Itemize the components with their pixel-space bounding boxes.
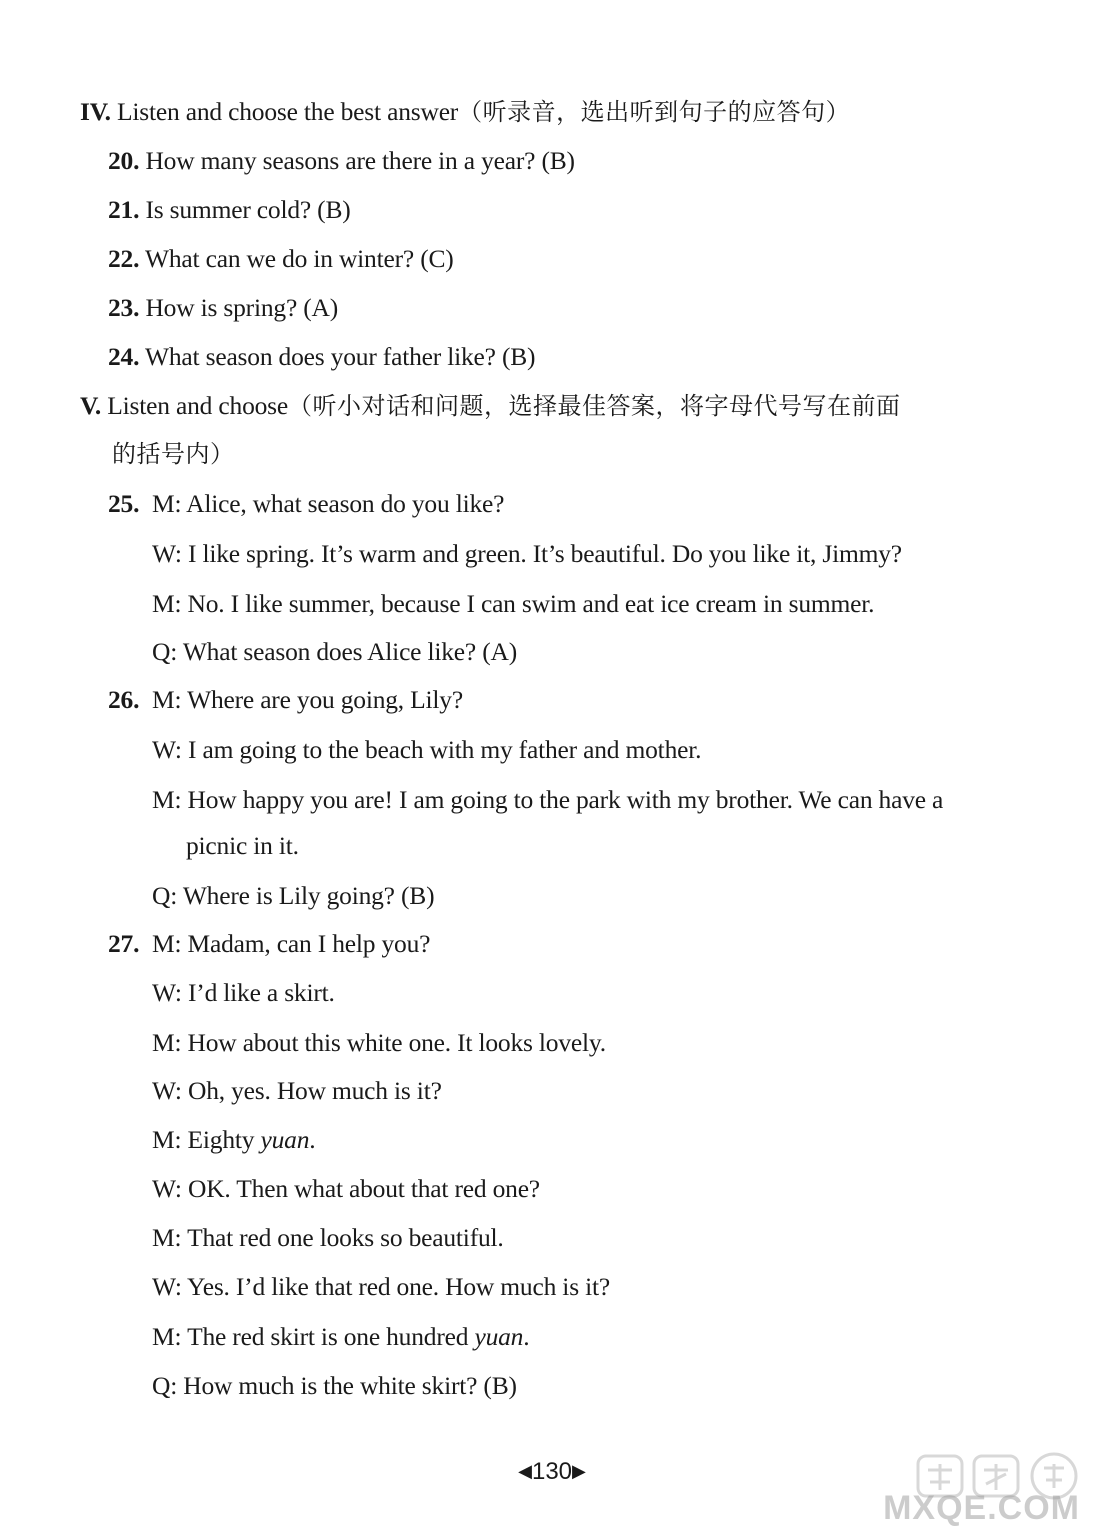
question-text: How many seasons are there in a year? (B) [145, 146, 575, 175]
dialogue-line: M: How about this white one. It looks lovely. [152, 1028, 606, 1057]
question-number: 22. [108, 244, 140, 273]
dialogue-line-price-80 [152, 1123, 315, 1157]
question-22 [108, 242, 454, 276]
question-21 [108, 193, 351, 227]
right-triangle-icon: ▶ [572, 1461, 586, 1481]
dialogue-text: M: The red skirt is one hundred [152, 1322, 475, 1351]
question-text: Is summer cold? (B) [145, 195, 351, 224]
dialogue-line: W: Yes. I’d like that red one. How much is it? [152, 1272, 610, 1301]
section-iv-note: （听录音，选出听到句子的应答句） [458, 98, 851, 126]
question-number: 21. [108, 195, 140, 224]
currency-word: yuan [474, 1322, 524, 1351]
dialogue-line: M: Alice, what season do you like? [152, 489, 505, 518]
question-25-number: 25. [108, 489, 140, 518]
question-text: How is spring? (A) [145, 293, 339, 322]
dialogue-line: M: Madam, can I help you? [152, 929, 431, 958]
left-triangle-icon: ◀ [518, 1461, 532, 1481]
section-v-note-line2: 的括号内） [112, 440, 235, 468]
section-iv-title: Listen and choose the best answer [117, 97, 459, 126]
section-v-heading [80, 389, 901, 423]
dialogue-question: Q: How much is the white skirt? (B) [152, 1371, 517, 1400]
dialogue-line: W: Oh, yes. How much is it? [152, 1076, 442, 1105]
question-20 [108, 144, 575, 178]
dialogue-text: M: Eighty [152, 1125, 261, 1154]
dialogue-line: W: I’d like a skirt. [152, 978, 335, 1007]
period: . [309, 1125, 316, 1154]
question-text: What can we do in winter? (C) [145, 244, 454, 273]
watermark-text: MXQE.COM [883, 1489, 1080, 1527]
dialogue-line: M: That red one looks so beautiful. [152, 1223, 504, 1252]
dialogue-line: W: OK. Then what about that red one? [152, 1174, 540, 1203]
question-number: 23. [108, 293, 140, 322]
section-v-label: V. [80, 391, 102, 420]
dialogue-question: Q: What season does Alice like? (A) [152, 637, 518, 666]
question-27-number: 27. [108, 929, 140, 958]
dialogue-line: M: Where are you going, Lily? [152, 685, 463, 714]
page-number-text: 130 [531, 1458, 573, 1485]
dialogue-line: W: I like spring. It’s warm and green. It’s beautiful. Do you like it, Jimmy? [152, 539, 902, 568]
section-v-note-line1: （听小对话和问题，选择最佳答案，将字母代号写在前面 [288, 392, 901, 420]
section-iv-heading [80, 95, 850, 129]
currency-word: yuan [260, 1125, 310, 1154]
dialogue-line: M: How happy you are! I am going to the park with my brother. We can have a [152, 785, 944, 814]
section-iv-label: IV. [80, 97, 111, 126]
dialogue-line: M: No. I like summer, because I can swim and eat ice cream in summer. [152, 589, 875, 618]
period: . [523, 1322, 530, 1351]
question-text: What season does your father like? (B) [145, 342, 536, 371]
dialogue-line: W: I am going to the beach with my father and mother. [152, 735, 702, 764]
question-number: 20. [108, 146, 140, 175]
dialogue-line-continued: picnic in it. [186, 831, 299, 860]
question-number: 24. [108, 342, 140, 371]
dialogue-line-price-100 [152, 1320, 529, 1354]
question-26-number: 26. [108, 685, 140, 714]
section-v-title: Listen and choose [107, 391, 289, 420]
question-23 [108, 291, 338, 325]
dialogue-question: Q: Where is Lily going? (B) [152, 881, 435, 910]
question-24 [108, 340, 535, 374]
